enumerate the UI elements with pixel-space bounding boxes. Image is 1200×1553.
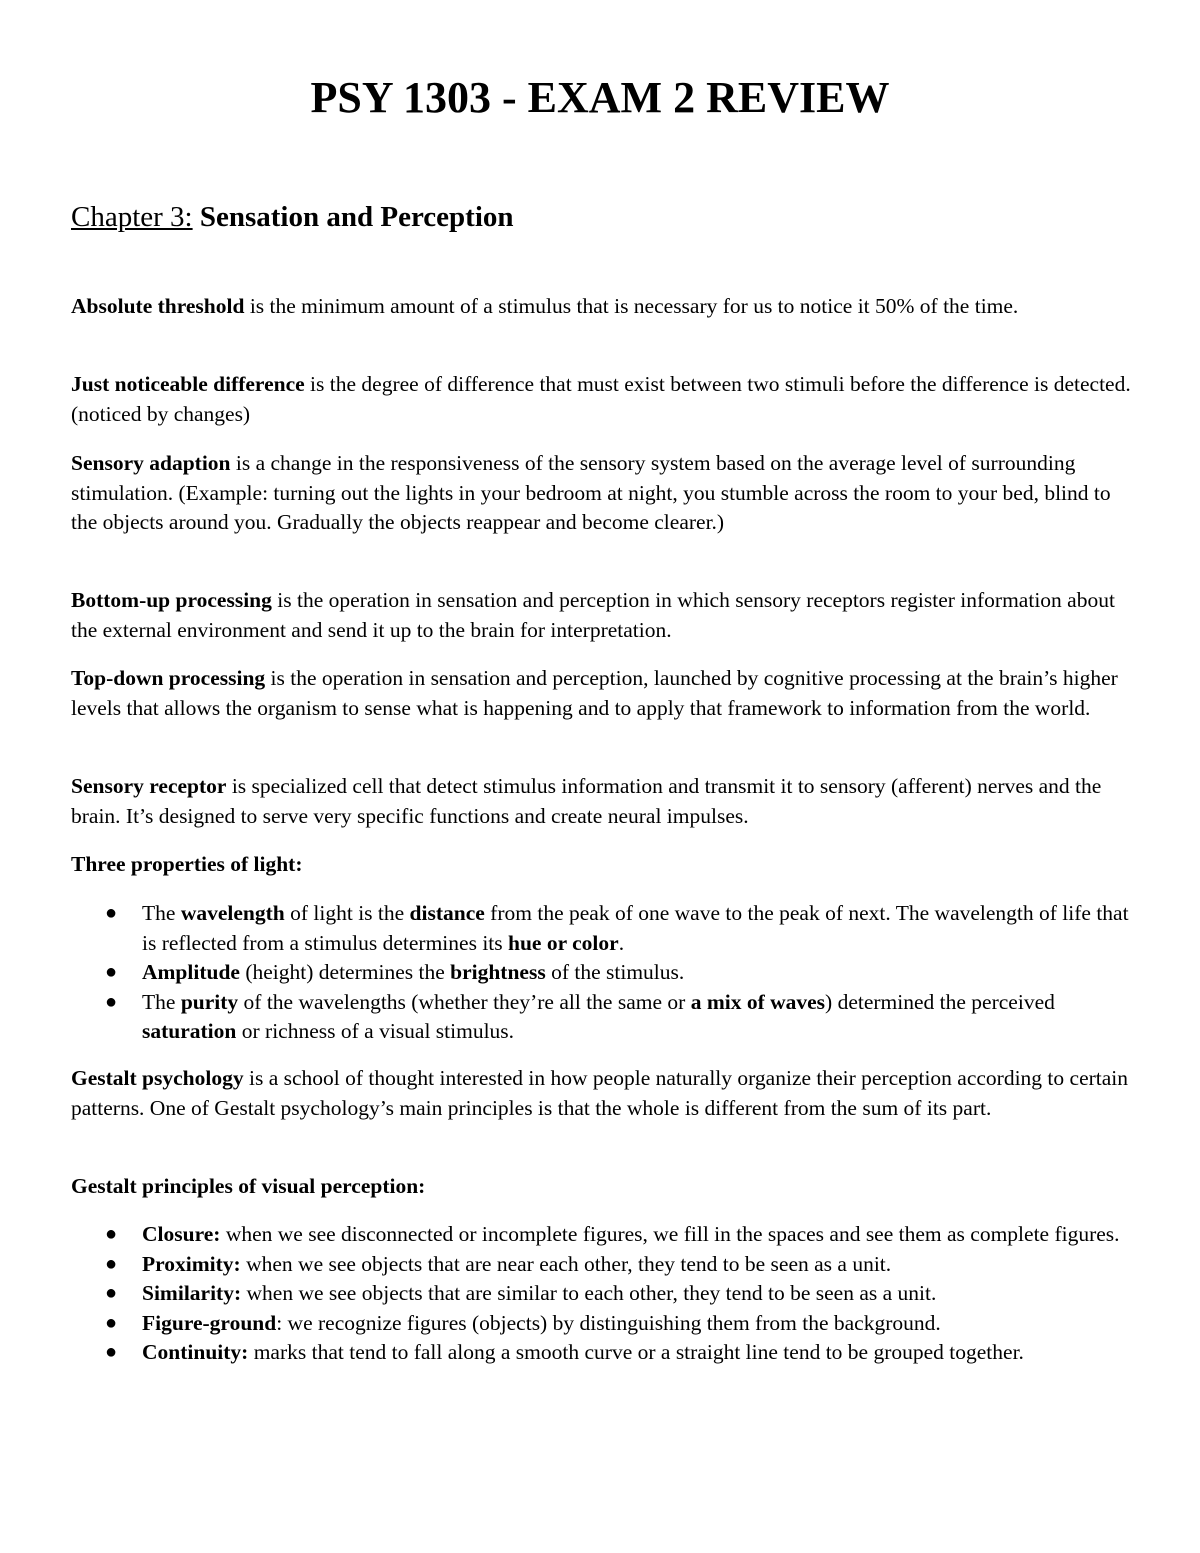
principle-term: Figure-ground: [142, 1310, 277, 1335]
list-text: of the stimulus.: [545, 960, 685, 984]
chapter-heading: [71, 198, 514, 236]
chapter-label: Chapter 3:: [71, 201, 193, 233]
list-text: (height) determines the: [239, 960, 451, 984]
definition-text: is the minimum amount of a stimulus that is necessary for us to notice it 50% of the time.: [244, 294, 1019, 318]
principle-text: : we recognize figures (objects) by distinguishing them from the background.: [276, 1310, 941, 1335]
bullet-icon: ●: [105, 990, 118, 1013]
definition-term: Top-down processing: [71, 666, 266, 690]
principle-term: Continuity:: [142, 1340, 249, 1364]
definition-term: Sensory receptor: [71, 774, 227, 798]
list-emphasis: distance: [409, 901, 485, 925]
definition-text: is a change in the responsiveness of the sensory system based on the average level of surrounding stimulation. (Example: turning out the lights in your bedroom at night, you stumble across the room to your bed, blind to the objects around you. Gradually the objects reappear and become clearer.): [71, 451, 1111, 534]
principle-text: when we see objects that are near each other, they tend to be seen as a unit.: [240, 1251, 892, 1276]
principle-term: Proximity:: [142, 1251, 241, 1276]
list-item: [71, 1220, 1141, 1250]
list-item: [71, 958, 1141, 988]
list-item: [71, 1309, 1141, 1339]
list-text: of the wavelengths (whether they’re all the same or: [238, 989, 691, 1014]
list-emphasis: wavelength: [180, 901, 285, 925]
definition-text: is the operation in sensation and perception in which sensory receptors register information about the external environment and send it up to the brain for interpretation.: [71, 588, 1115, 642]
list-item: [71, 1250, 1141, 1280]
definition-text: is the operation in sensation and perception, launched by cognitive processing at the brain’s higher levels that allows the organism to sense what is happening and to apply that framework to information from the world.: [71, 666, 1118, 720]
definition-paragraph: [71, 370, 1141, 429]
principle-text: marks that tend to fall along a smooth curve or a straight line tend to be grouped together.: [248, 1340, 1024, 1364]
principle-term: Closure:: [142, 1222, 221, 1246]
bullet-icon: ●: [105, 1223, 118, 1245]
gestalt-principles-list: [71, 1220, 1141, 1368]
section-heading-gestalt: [71, 1172, 1141, 1202]
definition-paragraph: [71, 586, 1141, 645]
chapter-name: Sensation and Perception: [199, 201, 514, 233]
definition-paragraph: [71, 772, 1141, 831]
list-item: [71, 899, 1141, 958]
list-text: The: [142, 901, 181, 925]
definition-term: Gestalt psychology: [71, 1066, 244, 1090]
definition-term: Sensory adaption: [71, 451, 231, 475]
bullet-icon: ●: [105, 902, 118, 924]
definition-text: is a school of thought interested in how people naturally organize their perception according to certain patterns. One of Gestalt psychology’s main principles is that the whole is different from the sum of its part.: [71, 1066, 1129, 1120]
list-item: [71, 1338, 1141, 1368]
bullet-icon: ●: [105, 1282, 118, 1304]
definition-term: Just noticeable difference: [71, 372, 305, 396]
bullet-icon: ●: [105, 961, 118, 983]
light-properties-list: [71, 899, 1141, 1047]
definition-paragraph: [71, 664, 1141, 723]
definition-paragraph: [71, 449, 1141, 538]
section-heading-light: [71, 850, 1141, 880]
definition-term: Bottom-up processing: [71, 588, 272, 612]
definition-text: is the degree of difference that must exist between two stimuli before the difference is detected. (noticed by changes): [71, 372, 1131, 426]
section-heading-text: Three properties of light:: [71, 852, 303, 876]
definition-paragraph: [71, 292, 1141, 322]
list-emphasis: brightness: [450, 960, 546, 984]
list-text: of light is the: [284, 901, 410, 925]
list-emphasis: hue or color: [508, 930, 619, 955]
definition-paragraph: [71, 1064, 1141, 1123]
list-text: from the peak of one wave to the peak of next. The wavelength of life that is reflected from a stimulus determines its: [142, 901, 1129, 955]
principle-term: Similarity:: [142, 1281, 242, 1305]
list-emphasis: Amplitude: [142, 960, 240, 984]
section-heading-text: Gestalt principles of visual perception:: [71, 1174, 426, 1198]
list-text: The: [142, 989, 181, 1014]
principle-text: when we see disconnected or incomplete figures, we fill in the spaces and see them as complete figures.: [220, 1222, 1120, 1246]
list-emphasis: purity: [180, 989, 239, 1014]
list-item: [71, 1279, 1141, 1309]
list-text: or richness of a visual stimulus.: [236, 1019, 515, 1043]
bullet-icon: ●: [105, 1311, 118, 1334]
list-emphasis: a mix of waves: [690, 989, 826, 1014]
definition-term: Absolute threshold: [71, 294, 245, 318]
page-title: PSY 1303 - EXAM 2 REVIEW: [310, 73, 890, 122]
definition-text: is specialized cell that detect stimulus information and transmit it to sensory (afferent) nerves and the brain. It’s designed to serve very specific functions and create neural impulses.: [71, 774, 1102, 828]
list-text: ) determined the perceived: [825, 989, 1055, 1014]
bullet-icon: ●: [105, 1341, 118, 1363]
list-text: .: [618, 930, 625, 955]
bullet-icon: ●: [105, 1252, 118, 1275]
list-emphasis: saturation: [142, 1019, 237, 1043]
principle-text: when we see objects that are similar to each other, they tend to be seen as a unit.: [241, 1281, 937, 1305]
list-item: [71, 988, 1141, 1047]
